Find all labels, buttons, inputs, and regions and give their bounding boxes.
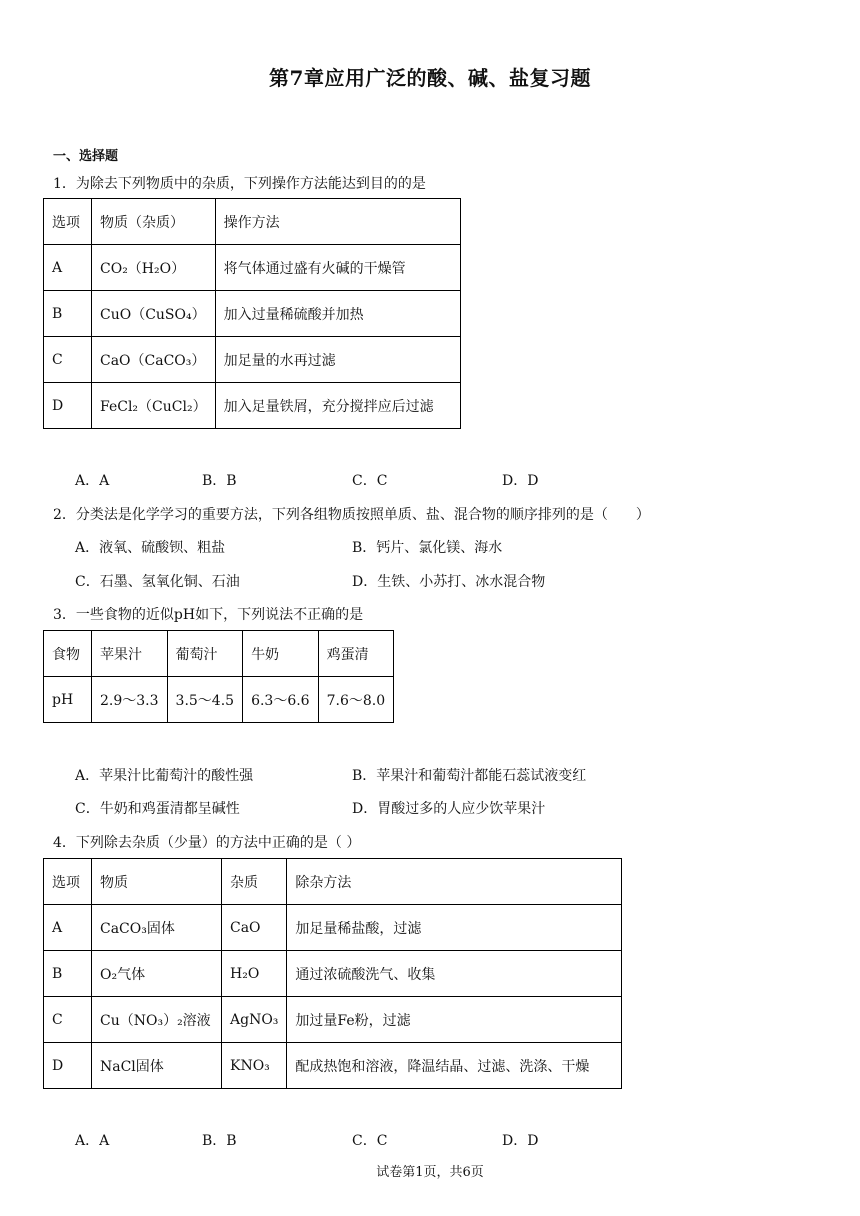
table-cell: CuO（CuSO₄） bbox=[92, 291, 216, 337]
question-4-option-a[interactable]: A．A bbox=[75, 1133, 110, 1149]
table-header-cell: 除杂方法 bbox=[287, 859, 622, 905]
table-header-cell: 食物 bbox=[44, 631, 92, 677]
table-cell: 加入足量铁屑，充分搅拌应后过滤 bbox=[215, 383, 460, 429]
question-2-option-a[interactable]: A．液氧、硫酸钡、粗盐 bbox=[75, 540, 226, 556]
table-header-cell: 操作方法 bbox=[215, 199, 460, 245]
question-2-option-c[interactable]: C．石墨、氢氧化铜、石油 bbox=[75, 574, 240, 590]
table-cell: D bbox=[44, 1043, 92, 1089]
table-cell: AgNO₃ bbox=[222, 997, 287, 1043]
table-cell: B bbox=[44, 951, 92, 997]
table-header-cell: 选项 bbox=[44, 859, 92, 905]
table-cell: 加足量的水再过滤 bbox=[215, 337, 460, 383]
table-header-cell: 物质（杂质） bbox=[92, 199, 216, 245]
table-cell: Cu（NO₃）₂溶液 bbox=[92, 997, 222, 1043]
section-heading: 一、选择题 bbox=[53, 149, 119, 164]
table-row bbox=[44, 245, 461, 291]
table-header-row bbox=[44, 199, 461, 245]
table-header-row bbox=[44, 631, 394, 677]
table-cell: B bbox=[44, 291, 92, 337]
table-cell: KNO₃ bbox=[222, 1043, 287, 1089]
question-1-option-a[interactable]: A．A bbox=[75, 473, 110, 489]
question-4-option-b[interactable]: B．B bbox=[202, 1133, 237, 1149]
table-cell: pH bbox=[44, 677, 92, 723]
table-row bbox=[44, 951, 622, 997]
table-row bbox=[44, 997, 622, 1043]
table-cell: 加入过量稀硫酸并加热 bbox=[215, 291, 460, 337]
table-cell: NaCl固体 bbox=[92, 1043, 222, 1089]
table-cell: O₂气体 bbox=[92, 951, 222, 997]
table-row bbox=[44, 677, 394, 723]
question-4-option-c[interactable]: C．C bbox=[352, 1133, 388, 1149]
table-header-cell: 选项 bbox=[44, 199, 92, 245]
question-1-option-b[interactable]: B．B bbox=[202, 473, 237, 489]
question-2-option-d[interactable]: D．生铁、小苏打、冰水混合物 bbox=[352, 574, 546, 590]
table-cell: CaO（CaCO₃） bbox=[92, 337, 216, 383]
page-footer: 试卷第1页，共6页 bbox=[376, 1165, 484, 1180]
question-1-stem: 1．为除去下列物质中的杂质，下列操作方法能达到目的的是 bbox=[53, 176, 426, 192]
table-cell: FeCl₂（CuCl₂） bbox=[92, 383, 216, 429]
question-2-option-b[interactable]: B．钙片、氯化镁、海水 bbox=[352, 540, 503, 556]
table-header-cell: 杂质 bbox=[222, 859, 287, 905]
table-cell: C bbox=[44, 997, 92, 1043]
question-4-table bbox=[43, 858, 622, 1089]
question-1-option-c[interactable]: C．C bbox=[352, 473, 388, 489]
table-header-cell: 物质 bbox=[92, 859, 222, 905]
question-3-option-a[interactable]: A．苹果汁比葡萄汁的酸性强 bbox=[75, 768, 254, 784]
table-row bbox=[44, 905, 622, 951]
table-cell: 加足量稀盐酸，过滤 bbox=[287, 905, 622, 951]
table-cell: D bbox=[44, 383, 92, 429]
table-cell: 2.9～3.3 bbox=[92, 677, 168, 723]
table-cell: CaCO₃固体 bbox=[92, 905, 222, 951]
table-cell: 6.3～6.6 bbox=[243, 677, 319, 723]
page-title: 第7章应用广泛的酸、碱、盐复习题 bbox=[269, 66, 591, 90]
table-cell: 通过浓硫酸洗气、收集 bbox=[287, 951, 622, 997]
table-header-cell: 苹果汁 bbox=[92, 631, 168, 677]
question-1-option-d[interactable]: D．D bbox=[502, 473, 539, 489]
table-header-cell: 鸡蛋清 bbox=[318, 631, 394, 677]
question-3-option-b[interactable]: B．苹果汁和葡萄汁都能石蕊试液变红 bbox=[352, 768, 587, 784]
table-cell: H₂O bbox=[222, 951, 287, 997]
table-cell: 配成热饱和溶液，降温结晶、过滤、洗涤、干燥 bbox=[287, 1043, 622, 1089]
table-row bbox=[44, 383, 461, 429]
table-cell: 3.5～4.5 bbox=[167, 677, 243, 723]
question-3-option-c[interactable]: C．牛奶和鸡蛋清都呈碱性 bbox=[75, 801, 240, 817]
table-header-cell: 牛奶 bbox=[243, 631, 319, 677]
table-cell: 7.6～8.0 bbox=[318, 677, 394, 723]
question-3-option-d[interactable]: D．胃酸过多的人应少饮苹果汁 bbox=[352, 801, 546, 817]
table-header-cell: 葡萄汁 bbox=[167, 631, 243, 677]
table-row bbox=[44, 291, 461, 337]
table-cell: A bbox=[44, 905, 92, 951]
table-row bbox=[44, 337, 461, 383]
table-cell: 加过量Fe粉，过滤 bbox=[287, 997, 622, 1043]
table-header-row bbox=[44, 859, 622, 905]
question-4-stem: 4．下列除去杂质（少量）的方法中正确的是（ ） bbox=[53, 835, 361, 851]
question-4-option-d[interactable]: D．D bbox=[502, 1133, 539, 1149]
table-cell: C bbox=[44, 337, 92, 383]
table-cell: CaO bbox=[222, 905, 287, 951]
table-cell: 将气体通过盛有火碱的干燥管 bbox=[215, 245, 460, 291]
question-3-stem: 3．一些食物的近似pH如下，下列说法不正确的是 bbox=[53, 607, 364, 623]
table-cell: A bbox=[44, 245, 92, 291]
question-3-table bbox=[43, 630, 394, 723]
table-cell: CO₂（H₂O） bbox=[92, 245, 216, 291]
question-1-table bbox=[43, 198, 461, 429]
question-2-stem: 2．分类法是化学学习的重要方法，下列各组物质按照单质、盐、混合物的顺序排列的是（ ） bbox=[53, 507, 650, 523]
table-row bbox=[44, 1043, 622, 1089]
